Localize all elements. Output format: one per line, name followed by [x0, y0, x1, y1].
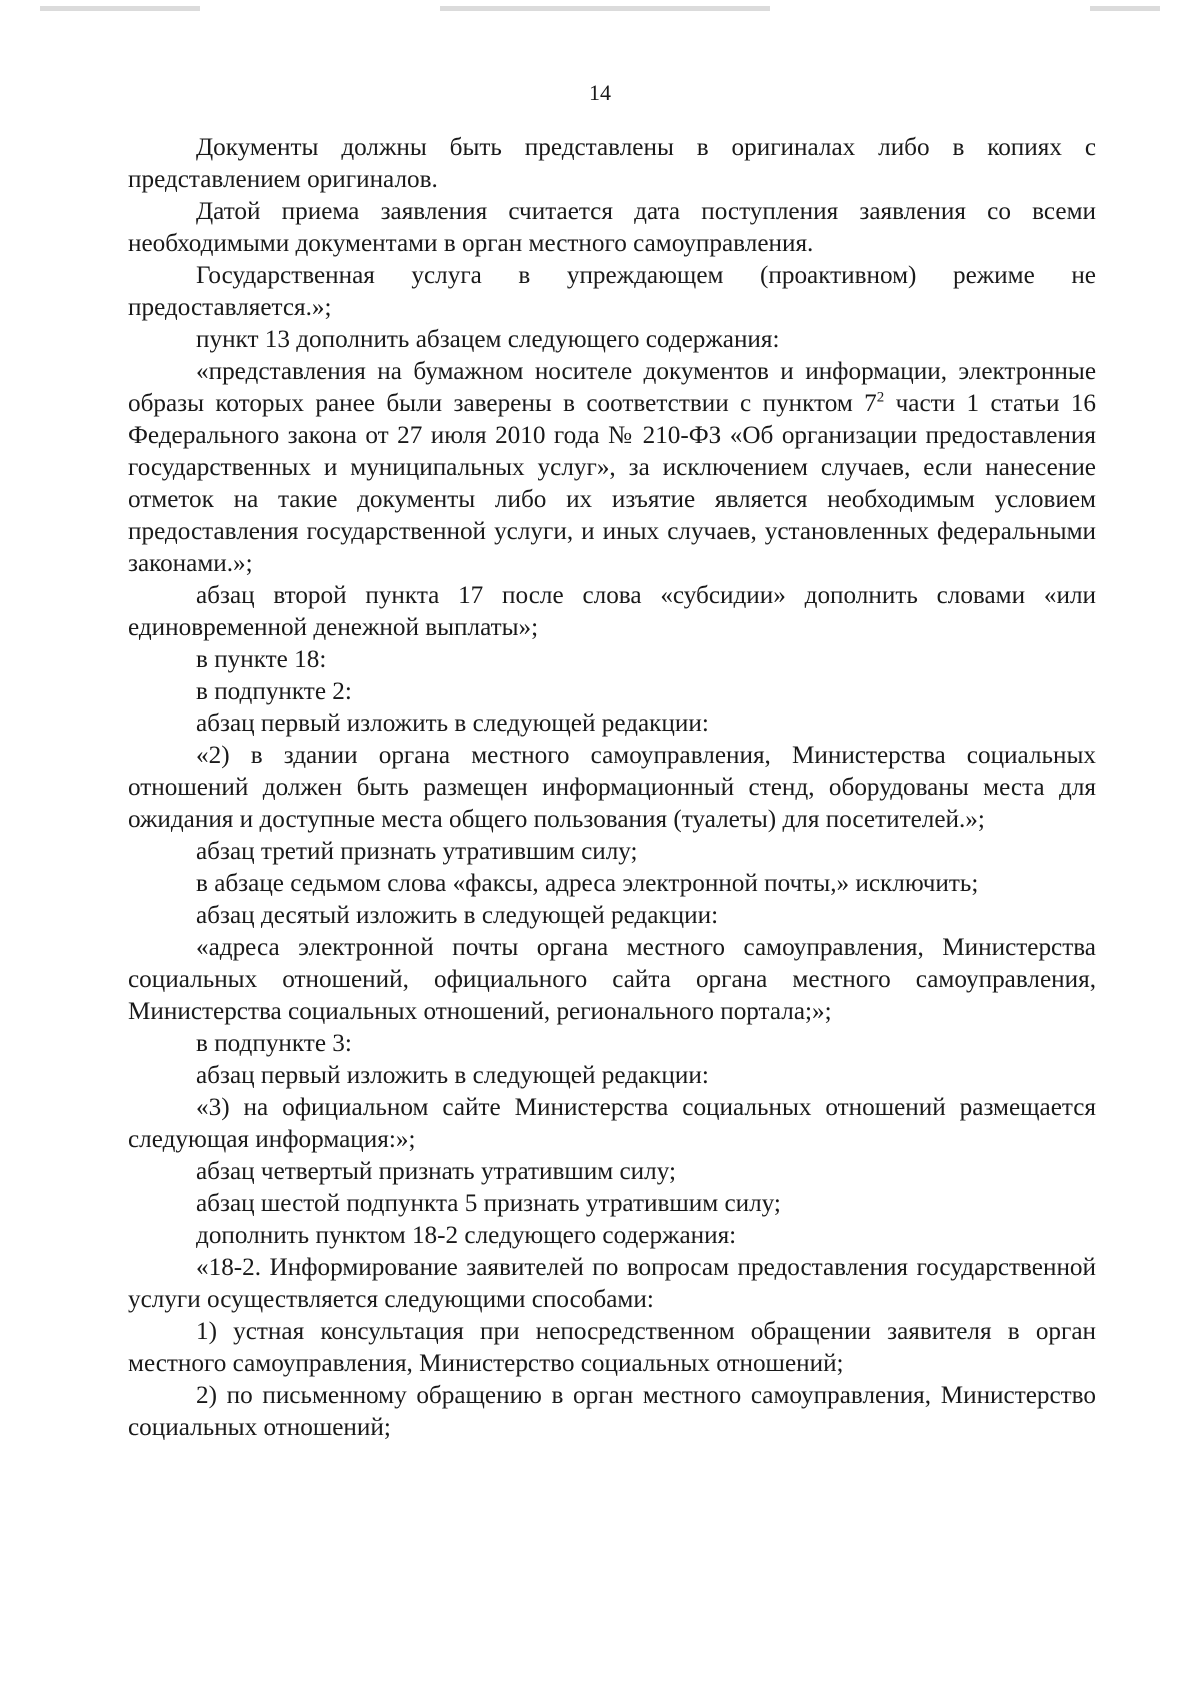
paragraph-text: части 1 статьи 16 Федерального закона от 27 июля 2010 года № 210-ФЗ «Об организации предоставления государственных и муниципальных услуг», за исключением случаев, если нанесение отметок на такие документы либо их изъятие является необходимым условием предоставления государственной услуги, и иных случаев, установленных федеральными законами.»;: [128, 390, 1097, 577]
scan-artifact: [40, 6, 200, 11]
paragraph: «3) на официальном сайте Министерства социальных отношений размещается следующая информация:»;: [128, 1094, 1096, 1153]
paragraph: абзац четвертый признать утратившим силу;: [196, 1158, 676, 1185]
paragraph: абзац первый изложить в следующей редакции:: [196, 710, 709, 737]
paragraph-with-superscript: [128, 356, 1096, 580]
paragraph: абзац третий признать утратившим силу;: [196, 838, 638, 865]
paragraph: в подпункте 2:: [196, 678, 352, 705]
scan-artifact: [1090, 6, 1160, 11]
paragraph: Документы должны быть представлены в оригиналах либо в копиях с представлением оригиналов.: [128, 134, 1096, 193]
paragraph: Государственная услуга в упреждающем (проактивном) режиме не предоставляется.»;: [128, 262, 1096, 321]
paragraph: абзац первый изложить в следующей редакции:: [196, 1062, 709, 1089]
paragraph: Датой приема заявления считается дата поступления заявления со всеми необходимыми документами в орган местного самоуправления.: [128, 198, 1096, 257]
superscript: 2: [876, 389, 885, 406]
document-body: [128, 132, 1096, 1444]
paragraph-text: «представления на бумажном носителе документов и информации, электронные образы которых ранее были заверены в соответствии с пунктом 7: [128, 358, 1096, 417]
paragraph: пункт 13 дополнить абзацем следующего содержания:: [196, 326, 780, 353]
page-number: 14: [589, 80, 611, 105]
paragraph: дополнить пунктом 18-2 следующего содержания:: [196, 1222, 737, 1249]
paragraph: 1) устная консультация при непосредственном обращении заявителя в орган местного самоуправления, Министерство социальных отношений;: [128, 1318, 1096, 1377]
paragraph: абзац второй пункта 17 после слова «субсидии» дополнить словами «или единовременной денежной выплаты»;: [128, 582, 1096, 641]
paragraph: «2) в здании органа местного самоуправления, Министерства социальных отношений должен быть размещен информационный стенд, оборудованы места для ожидания и доступные места общего пользования (туалеты) для посетителей.»;: [128, 742, 1096, 833]
paragraph: абзац десятый изложить в следующей редакции:: [196, 902, 719, 929]
paragraph: «18-2. Информирование заявителей по вопросам предоставления государственной услуги осуществляется следующими способами:: [128, 1254, 1096, 1313]
paragraph: в подпункте 3:: [196, 1030, 352, 1057]
scan-artifact: [440, 6, 770, 11]
paragraph: абзац шестой подпункта 5 признать утратившим силу;: [196, 1190, 781, 1217]
paragraph: 2) по письменному обращению в орган местного самоуправления, Министерство социальных отношений;: [128, 1382, 1096, 1441]
paragraph: в пункте 18:: [196, 646, 327, 673]
paragraph: в абзаце седьмом слова «факсы, адреса электронной почты,» исключить;: [196, 870, 979, 897]
paragraph: «адреса электронной почты органа местного самоуправления, Министерства социальных отношений, официального сайта органа местного самоуправления, Министерства социальных отношений, регионального портала;»;: [128, 934, 1096, 1025]
